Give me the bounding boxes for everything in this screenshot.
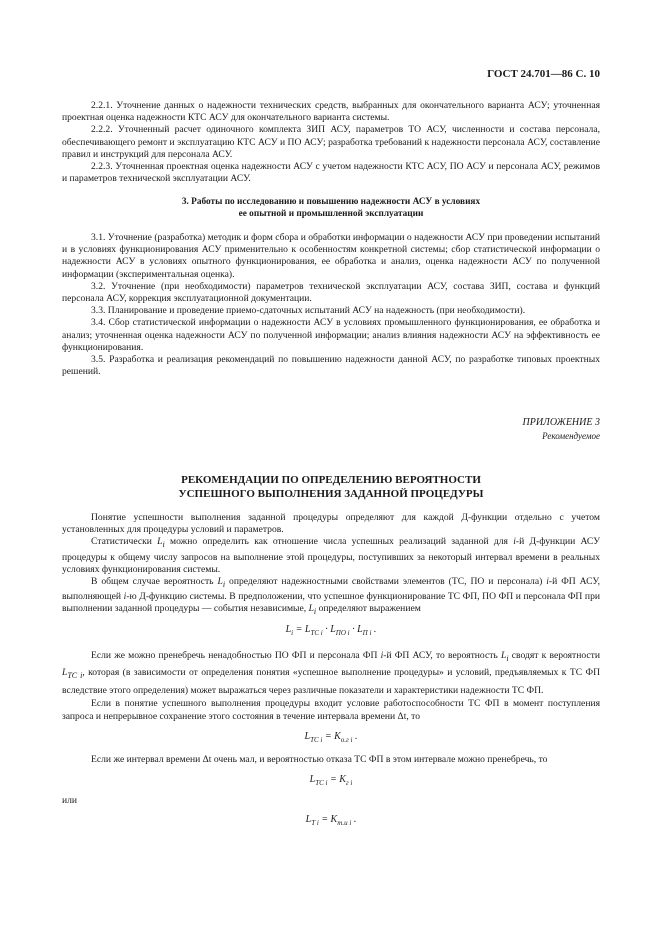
rec-paragraph-6: Если же интервал времени Δt очень мал, и вероятностью отказа ТС ФП в этом интервале можно пренебречь, то [91, 753, 548, 765]
paragraph-2-2-2: 2.2.2. Уточненный расчет одиночного комплекта ЗИП АСУ, параметров ТО АСУ, численности и состава персонала, обеспечивающего ремонт и эксплуатацию КТС АСУ и ПО АСУ; разработка требований к надежности персонала АСУ, составление правил и инструкций для персонала АСУ. [62, 124, 600, 160]
rec-paragraph-3: В общем случае вероятность $L_i$ определяют надежностными свойствами элементов (ТС, ПО и персонала) i-й ФП АСУ, выполняющей i-ю Д-функцию системы. В предположении, что успешное функционирование ТС ФП, ПО ФП и персонала ФП при выполнении заданной процедуры — события независимые, $L_i$ определяют выражением [62, 575, 601, 617]
formula-1: $L_i = L_{ТС i} \cdot L_{ПО i} \cdot L_{П i}$ . [285, 624, 377, 638]
recommendations-title: РЕКОМЕНДАЦИИ ПО ОПРЕДЕЛЕНИЮ ВЕРОЯТНОСТИ УСПЕШНОГО ВЫПОЛНЕНИЯ ЗАДАННОЙ ПРОЦЕДУРЫ [178, 474, 484, 500]
appendix-label: ПРИЛОЖЕНИЕ 3 Рекомендуемое [522, 417, 600, 441]
recommendations-text [62, 512, 600, 829]
rec-paragraph-5: Если в понятие успешного выполнения процедуры входит условие работоспособности ТС ФП в момент поступления запроса и непрерывное сохранение этого состояния в течение интервала времени Δt, то [62, 698, 600, 722]
paragraph-3-3: 3.3. Планирование и проведение приемо-сдаточных испытаний АСУ на надежность (при необходимости). [91, 305, 526, 317]
formula-3: $L_{ТС i} = K_{г i}$ [309, 774, 353, 788]
page-header: ГОСТ 24.701—86 С. 10 [487, 68, 600, 80]
section-3-title: 3. Работы по исследованию и повышению надежности АСУ в условиях ее опытной и промышленной эксплуатации [181, 197, 481, 219]
section-2-block [62, 100, 600, 185]
rec-paragraph-4: Если же можно пренебречь ненадобностью ПО ФП и персонала ФП i-й ФП АСУ, то вероятность $L_i$ сводят к вероятности $L_{ТС i}$, которая (в зависимости от определения понятия «успешное выполнение процедуры» и условий, предъявляемых к ТС ФП вследствие этого определения) может выражаться через различные показатели и характеристики надежности ТС ФП. [62, 649, 600, 697]
or-label: или [62, 795, 78, 807]
paragraph-2-2-3: 2.2.3. Уточненная проектная оценка надежности АСУ с учетом надежности КТС АСУ, ПО АСУ и персонала АСУ, режимов и параметров технической эксплуатации АСУ. [62, 161, 600, 185]
section-3-block [62, 232, 600, 378]
paragraph-2-2-1: 2.2.1. Уточнение данных о надежности технических средств, выбранных для окончательного варианта АСУ; уточненная проектная оценка надежности КТС АСУ для окончательного варианта системы. [62, 100, 600, 124]
paragraph-3-4: 3.4. Сбор статистической информации о надежности АСУ в условиях промышленного функционирования, ее обработка и анализ; уточненная оценка надежности АСУ по полученной информации; анализ влияния надежности АСУ на эффективность ее функционирования. [62, 317, 600, 353]
paragraph-3-2: 3.2. Уточнение (при необходимости) параметров технической эксплуатации АСУ, состава ЗИП, состава и функций персонала АСУ, коррекция эксплуатационной документации. [62, 280, 600, 305]
formula-4: $L_{Т i} = K_{т.и i}$ . [305, 813, 357, 827]
rec-paragraph-2: Статистически $L_i$ можно определить как отношение числа успешных реализаций заданной для i-й Д-функции АСУ процедуры к общему числу запросов на выполнение этой процедуры, поступивших за некоторый интервал времени в реальных условиях функционирования системы. [62, 536, 600, 575]
formula-2: $L_{ТС i} = K_{о.г i}$ . [304, 730, 358, 744]
paragraph-3-1: 3.1. Уточнение (разработка) методик и форм сбора и обработки информации о надежности АСУ при проведении испытаний и в условиях функционирования АСУ применительно к особенностям конкретной системы; сбор статистической информации о надежности АСУ в условиях опытного функционирования, ее обработка и анализ, оценка надежности АСУ по полученной информации (экспериментальная оценка). [62, 232, 601, 280]
paragraph-3-5: 3.5. Разработка и реализация рекомендаций по повышению надежности данной АСУ, по разработке типовых проектных решений. [62, 354, 600, 378]
rec-paragraph-1: Понятие успешности выполнения заданной процедуры определяют для каждой Д-функции отдельно с учетом установленных для процедуры условий и параметров. [62, 512, 600, 536]
